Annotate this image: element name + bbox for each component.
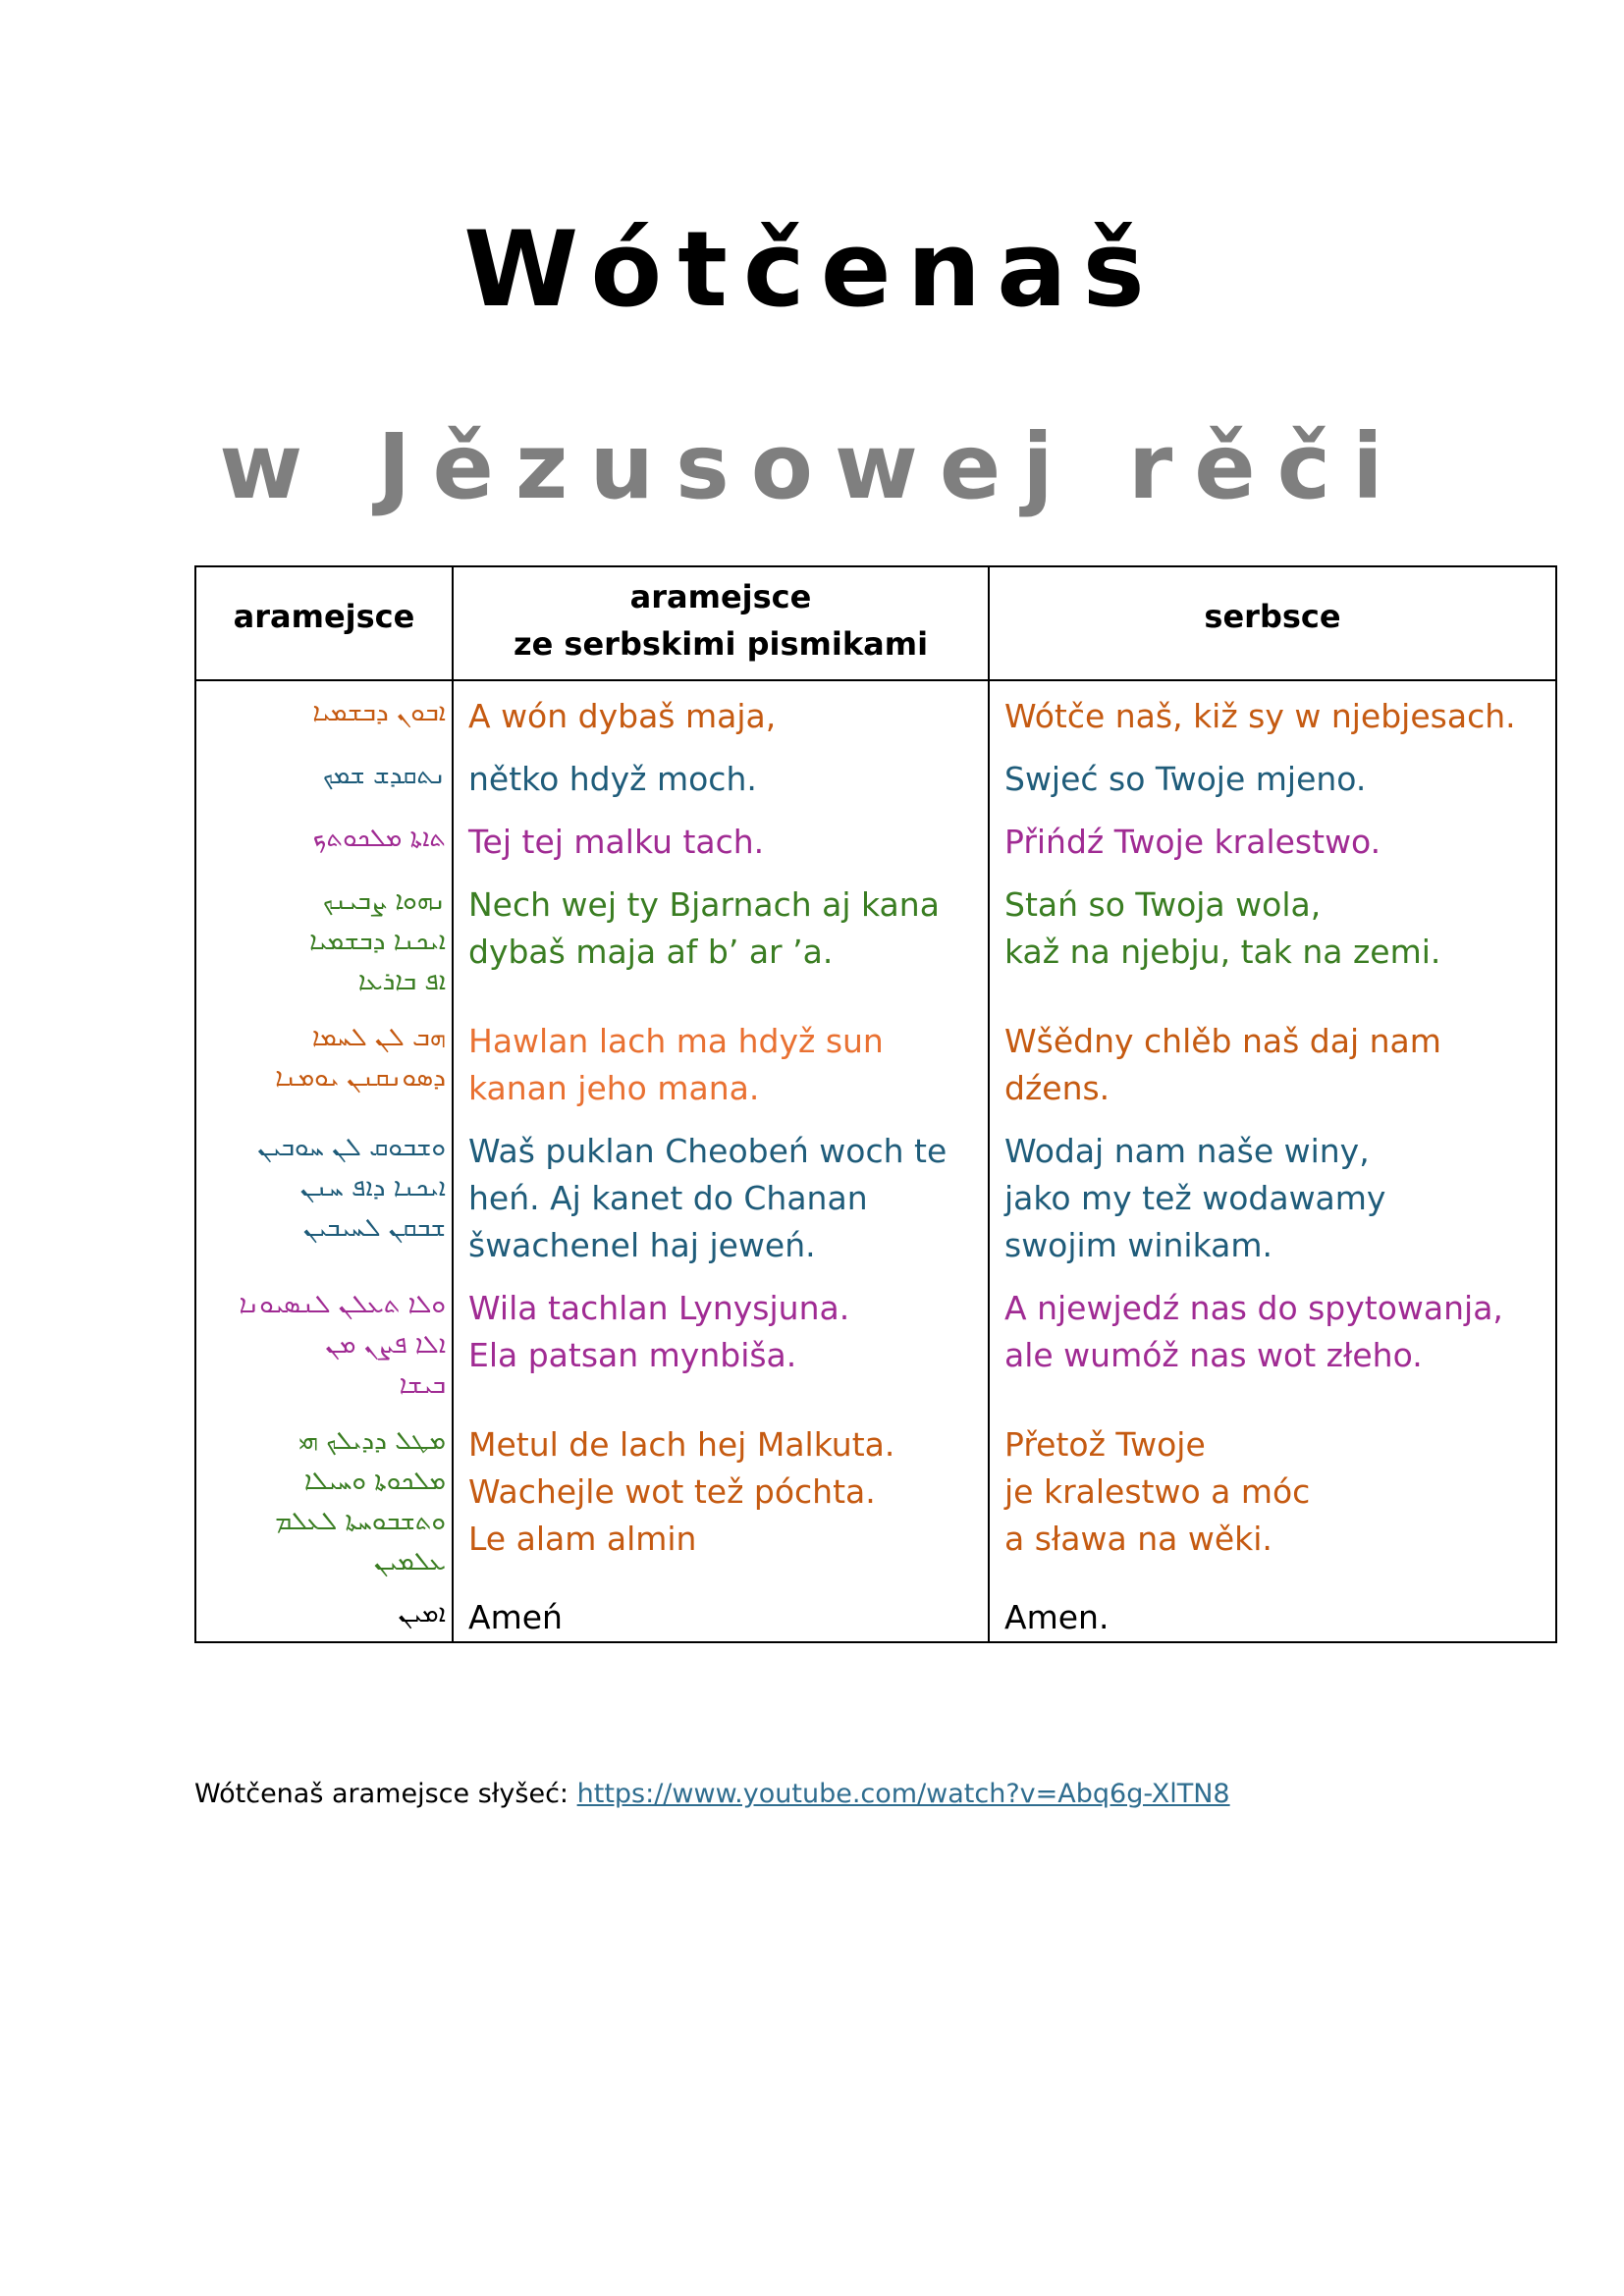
transliteration-cell [453, 1002, 989, 1112]
table-row [195, 866, 1556, 1002]
header-transliteration [453, 566, 989, 680]
sorbian-cell [989, 1406, 1556, 1582]
sorbian-line: jako my tež wodawamy [1004, 1179, 1386, 1217]
sorbian-cell [989, 1582, 1556, 1642]
transliteration-cell [453, 1406, 989, 1582]
transliteration-cell [453, 1582, 989, 1642]
sorbian-line: Wodaj nam naše winy, [1004, 1132, 1370, 1170]
sorbian-cell [989, 1002, 1556, 1112]
youtube-link[interactable]: https://www.youtube.com/watch?v=Abq6g-XlTN8 [576, 1779, 1230, 1809]
table-row [195, 803, 1556, 866]
sorbian-line: Přetož Twoje [1004, 1425, 1206, 1464]
footer-text: Wótčenaš aramejsce słyšeć: [194, 1779, 577, 1809]
transliteration-cell [453, 740, 989, 803]
table-row [195, 680, 1556, 740]
aramaic-line: ܗܒ ܠܢ ܠܚܡܐ [311, 1023, 446, 1052]
sorbian-cell [989, 740, 1556, 803]
prayer-table-body [195, 680, 1556, 1642]
aramaic-cell [195, 803, 453, 866]
footer-note [194, 1777, 1230, 1812]
sorbian-line: Amen. [1004, 1598, 1110, 1636]
aramaic-cell [195, 1269, 453, 1406]
transliteration-line: Le alam almin [468, 1520, 697, 1558]
aramaic-line: ܐܡܝܢ [398, 1599, 446, 1629]
header-transliteration-line1: aramejsce [629, 578, 812, 615]
aramaic-line: ܐܝܟܢܐ ܕܐܦ ܚܢܢ [299, 1173, 446, 1202]
transliteration-line: dybaš maja af b’ ar ’a. [468, 933, 834, 971]
table-row [195, 1406, 1556, 1582]
aramaic-line: ܡܠܟܘܬܐ ܘܚܝܠܐ [303, 1467, 446, 1496]
aramaic-line: ܫܒܩܢ ܠܚܝܒܝܢ [303, 1213, 446, 1243]
aramaic-cell [195, 680, 453, 740]
transliteration-cell [453, 680, 989, 740]
aramaic-line: ܘܠܐ ܬܥܠܢ ܠܢܣܝܘܢܐ [239, 1290, 446, 1319]
sorbian-cell [989, 680, 1556, 740]
transliteration-line: Tej tej malku tach. [468, 823, 765, 861]
aramaic-line: ܐܠܐ ܦܨܢ ܡܢ [325, 1330, 446, 1360]
aramaic-cell [195, 1002, 453, 1112]
aramaic-line: ܐܝܟܢܐ ܕܒܫܡܝܐ [309, 927, 446, 956]
transliteration-line: Wila tachlan Lynysjuna. [468, 1289, 850, 1327]
aramaic-line: ܘܫܒܘܩ ܠܢ ܚܘܒܝܢ [257, 1133, 446, 1162]
aramaic-line: ܥܠܡܝܢ [373, 1547, 446, 1576]
transliteration-line: kanan jeho mana. [468, 1069, 760, 1107]
transliteration-cell [453, 1269, 989, 1406]
sorbian-line: swojim winikam. [1004, 1226, 1272, 1264]
sorbian-line: Wótče naš, kiž sy w njebjesach. [1004, 697, 1516, 735]
aramaic-line: ܢܬܩܕܫ ܫܡܟ [322, 761, 446, 790]
transliteration-cell [453, 1112, 989, 1269]
sorbian-line: ale wumóž nas wot złeho. [1004, 1336, 1423, 1374]
transliteration-line: šwachenel haj jeweń. [468, 1226, 816, 1264]
page-subtitle: w Jězusowej rěči [219, 414, 1405, 519]
aramaic-cell [195, 1582, 453, 1642]
aramaic-line: ܕܣܘܢܩܢܢ ܝܘܡܢܐ [275, 1063, 446, 1093]
prayer-table [194, 565, 1557, 1643]
aramaic-cell [195, 866, 453, 1002]
transliteration-line: Ela patsan mynbiša. [468, 1336, 797, 1374]
sorbian-line: dźens. [1004, 1069, 1110, 1107]
transliteration-line: Metul de lach hej Malkuta. [468, 1425, 895, 1464]
sorbian-line: kaž na njebju, tak na zemi. [1004, 933, 1441, 971]
table-row [195, 740, 1556, 803]
aramaic-line: ܐܒܘܢ ܕܒܫܡܝܐ [312, 698, 446, 727]
aramaic-line: ܘܬܫܒܘܚܬܐ ܠܥܠܡ [275, 1507, 446, 1536]
aramaic-line: ܬܐܬܐ ܡܠܟܘܬܟ [312, 824, 446, 853]
aramaic-cell [195, 1406, 453, 1582]
header-transliteration-line2: ze serbskimi pismikami [513, 625, 929, 663]
transliteration-line: Wachejle wot tež póchta. [468, 1472, 876, 1511]
sorbian-line: je kralestwo a móc [1004, 1472, 1311, 1511]
sorbian-line: Wšědny chlěb naš daj nam [1004, 1022, 1441, 1060]
sorbian-line: A njewjedź nas do spytowanja, [1004, 1289, 1503, 1327]
aramaic-line: ܒܝܫܐ [399, 1370, 446, 1400]
header-sorbian: serbsce [989, 566, 1556, 680]
sorbian-cell [989, 866, 1556, 1002]
transliteration-cell [453, 803, 989, 866]
aramaic-cell [195, 740, 453, 803]
page-title: Wótčenaš [463, 209, 1161, 330]
sorbian-cell [989, 803, 1556, 866]
sorbian-cell [989, 1112, 1556, 1269]
sorbian-line: a sława na wěki. [1004, 1520, 1272, 1558]
transliteration-line: Nech wej ty Bjarnach aj kana [468, 885, 940, 924]
table-row [195, 1002, 1556, 1112]
aramaic-cell [195, 1112, 453, 1269]
transliteration-line: A wón dybaš maja, [468, 697, 777, 735]
aramaic-line: ܐܦ ܒܐܪܥܐ [357, 967, 446, 996]
transliteration-line: Hawlan lach ma hdyž sun [468, 1022, 884, 1060]
sorbian-cell [989, 1269, 1556, 1406]
sorbian-line: Swjeć so Twoje mjeno. [1004, 760, 1367, 798]
transliteration-line: Ameń [468, 1598, 563, 1636]
aramaic-line: ܡܛܠ ܕܕܝܠܟ ܗܝ [298, 1426, 446, 1456]
transliteration-line: heń. Aj kanet do Chanan [468, 1179, 868, 1217]
aramaic-line: ܢܗܘܐ ܨܒܝܢܟ [322, 886, 446, 916]
table-row [195, 1269, 1556, 1406]
transliteration-cell [453, 866, 989, 1002]
table-row [195, 1582, 1556, 1642]
table-header-row [195, 566, 1556, 680]
table-row [195, 1112, 1556, 1269]
transliteration-line: Waš puklan Cheobeń woch te [468, 1132, 947, 1170]
transliteration-line: nětko hdyž moch. [468, 760, 757, 798]
header-aramaic: aramejsce [195, 566, 453, 680]
sorbian-line: Přińdź Twoje kralestwo. [1004, 823, 1381, 861]
sorbian-line: Stań so Twoja wola, [1004, 885, 1322, 924]
